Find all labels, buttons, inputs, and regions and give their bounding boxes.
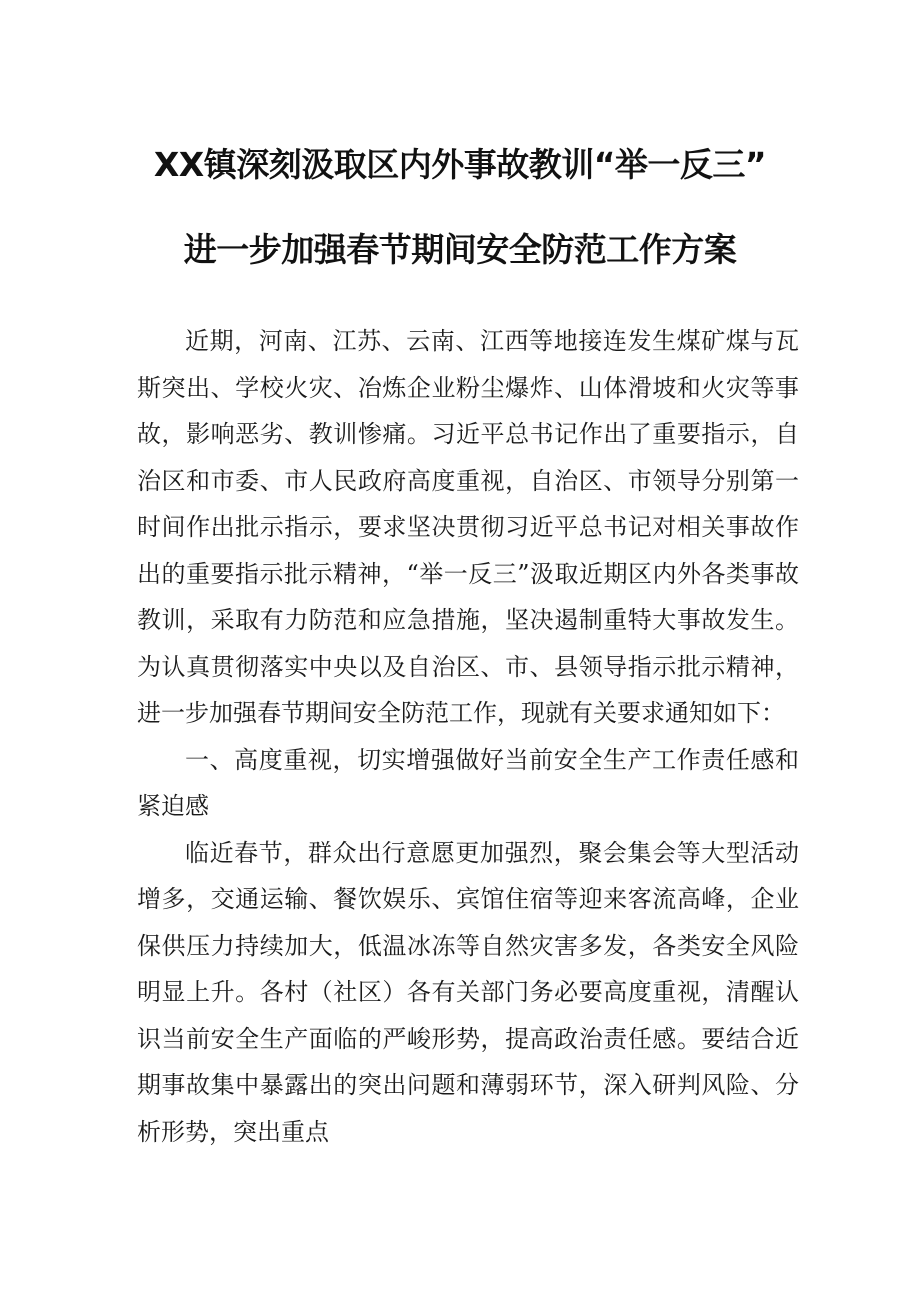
document-body bbox=[137, 318, 799, 1155]
body-paragraph-section-1: 临近春节，群众出行意愿更加强烈，聚会集会等大型活动增多，交通运输、餐饮娱乐、宾馆住宿等迎来客流高峰，企业保供压力持续加大，低温冰冻等自然灾害多发，各类安全风险明显上升。各村（社区）各有关部门务必要高度重视，清醒认识当前安全生产面临的严峻形势，提高政治责任感。要结合近期事故集中暴露出的突出问题和薄弱环节，深入研判风险、分析形势，突出重点 bbox=[137, 838, 799, 1146]
section-heading-1: 一、高度重视，切实增强做好当前安全生产工作责任感和紧迫感 bbox=[137, 745, 799, 820]
body-paragraph-intro: 近期，河南、江苏、云南、江西等地接连发生煤矿煤与瓦斯突出、学校火灾、冶炼企业粉尘爆炸、山体滑坡和火灾等事故，影响恶劣、教训惨痛。习近平总书记作出了重要指示，自治区和市委、市人民政府高度重视，自治区、市领导分别第一时间作出批示指示，要求坚决贯彻习近平总书记对相关事故作出的重要指示批示精神，“举一反三”汲取近期区内外各类事故教训，采取有力防范和应急措施，坚决遏制重特大事故发生。为认真贯彻落实中央以及自治区、市、县领导指示批示精神，进一步加强春节期间安全防范工作，现就有关要求通知如下： bbox=[137, 327, 799, 727]
document-title-line-2: 进一步加强春节期间安全防范工作方案 bbox=[183, 230, 737, 269]
document-title-line-1: XX镇深刻汲取区内外事故教训“举一反三” bbox=[153, 145, 767, 184]
